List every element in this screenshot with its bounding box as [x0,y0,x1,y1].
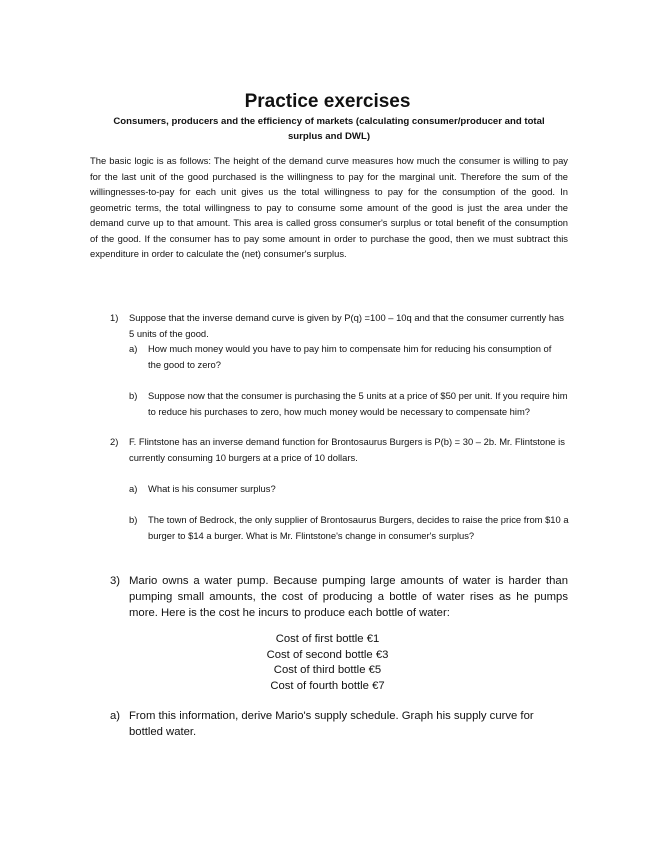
question-2a-text: What is his consumer surplus? [148,483,276,494]
page-subtitle: Consumers, producers and the efficiency of markets (calculating consumer/producer and total surplus and DWL) [113,116,545,142]
cost-second-bottle: Cost of second bottle €3 [266,648,389,661]
question-3 [110,574,568,621]
question-1a-text: How much money would you have to pay him to compensate him for reducing his consumption of the good to zero? [148,343,552,370]
question-3a-text: From this information, derive Mario's supply schedule. Graph his supply curve for bottled water. [129,710,534,738]
cost-first-bottle: Cost of first bottle €1 [275,633,380,645]
question-2-number: 2) [110,436,119,447]
question-1a [129,341,559,372]
page-title: Practice exercises [244,91,411,112]
question-1b-label: b) [129,390,138,401]
cost-fourth-bottle: Cost of fourth bottle €7 [270,679,385,692]
intro-paragraph: The basic logic is as follows: The height of the demand curve measures how much the consumer is willing to pay for the last unit of the good purchased is the willingness to pay for the marginal unit. Therefore the sum of the willingnesses-to-pay for each unit gives us the total willingness to pay for the consumption of the good. In geometric terms, the total willingness to pay to consume some amount of the good is just the area under the demand curve up to that amount. This area is called gross consumer's surplus or total benefit of the consumption of the good. If the consumer has to pay some amount in order to purchase the good, then we must subtract this expenditure in order to calculate the (net) consumer's surplus. [90,155,568,259]
question-1b-text: Suppose now that the consumer is purchasing the 5 units at a price of $50 per unit. If you require him to reduce his purchases to zero, how much money would be necessary to compensate him? [148,390,568,417]
question-2a [129,481,559,497]
question-1-text: Suppose that the inverse demand curve is given by P(q) =100 – 10q and that the consumer currently has 5 units of the good. [129,312,564,339]
question-3-text: Mario owns a water pump. Because pumping large amounts of water is harder than pumping small amounts, the cost of producing a bottle of water rises as he pumps more. Here is the cost he incurs to produce each bottle of water: [129,575,568,619]
question-3-number: 3) [110,575,121,587]
question-2 [110,434,568,465]
cost-third-bottle: Cost of third bottle €5 [273,664,382,676]
question-2b [129,512,569,543]
question-3a [110,709,560,741]
question-1 [110,310,568,341]
question-2a-label: a) [129,483,138,494]
question-2b-label: b) [129,514,138,525]
question-2-text: F. Flintstone has an inverse demand function for Brontosaurus Burgers is P(b) = 30 – 2b. Mr. Flintstone is currently consuming 10 burgers at a price of 10 dollars. [129,436,565,463]
bottle-cost-list [200,632,455,694]
question-1-number: 1) [110,312,119,323]
question-1a-label: a) [129,343,138,354]
question-3a-label: a) [110,710,121,722]
question-1b [129,388,569,419]
question-2b-text: The town of Bedrock, the only supplier of Brontosaurus Burgers, decides to raise the price from $10 a burger to $14 a burger. What is Mr. Flintstone's change in consumer's surplus? [148,514,569,541]
